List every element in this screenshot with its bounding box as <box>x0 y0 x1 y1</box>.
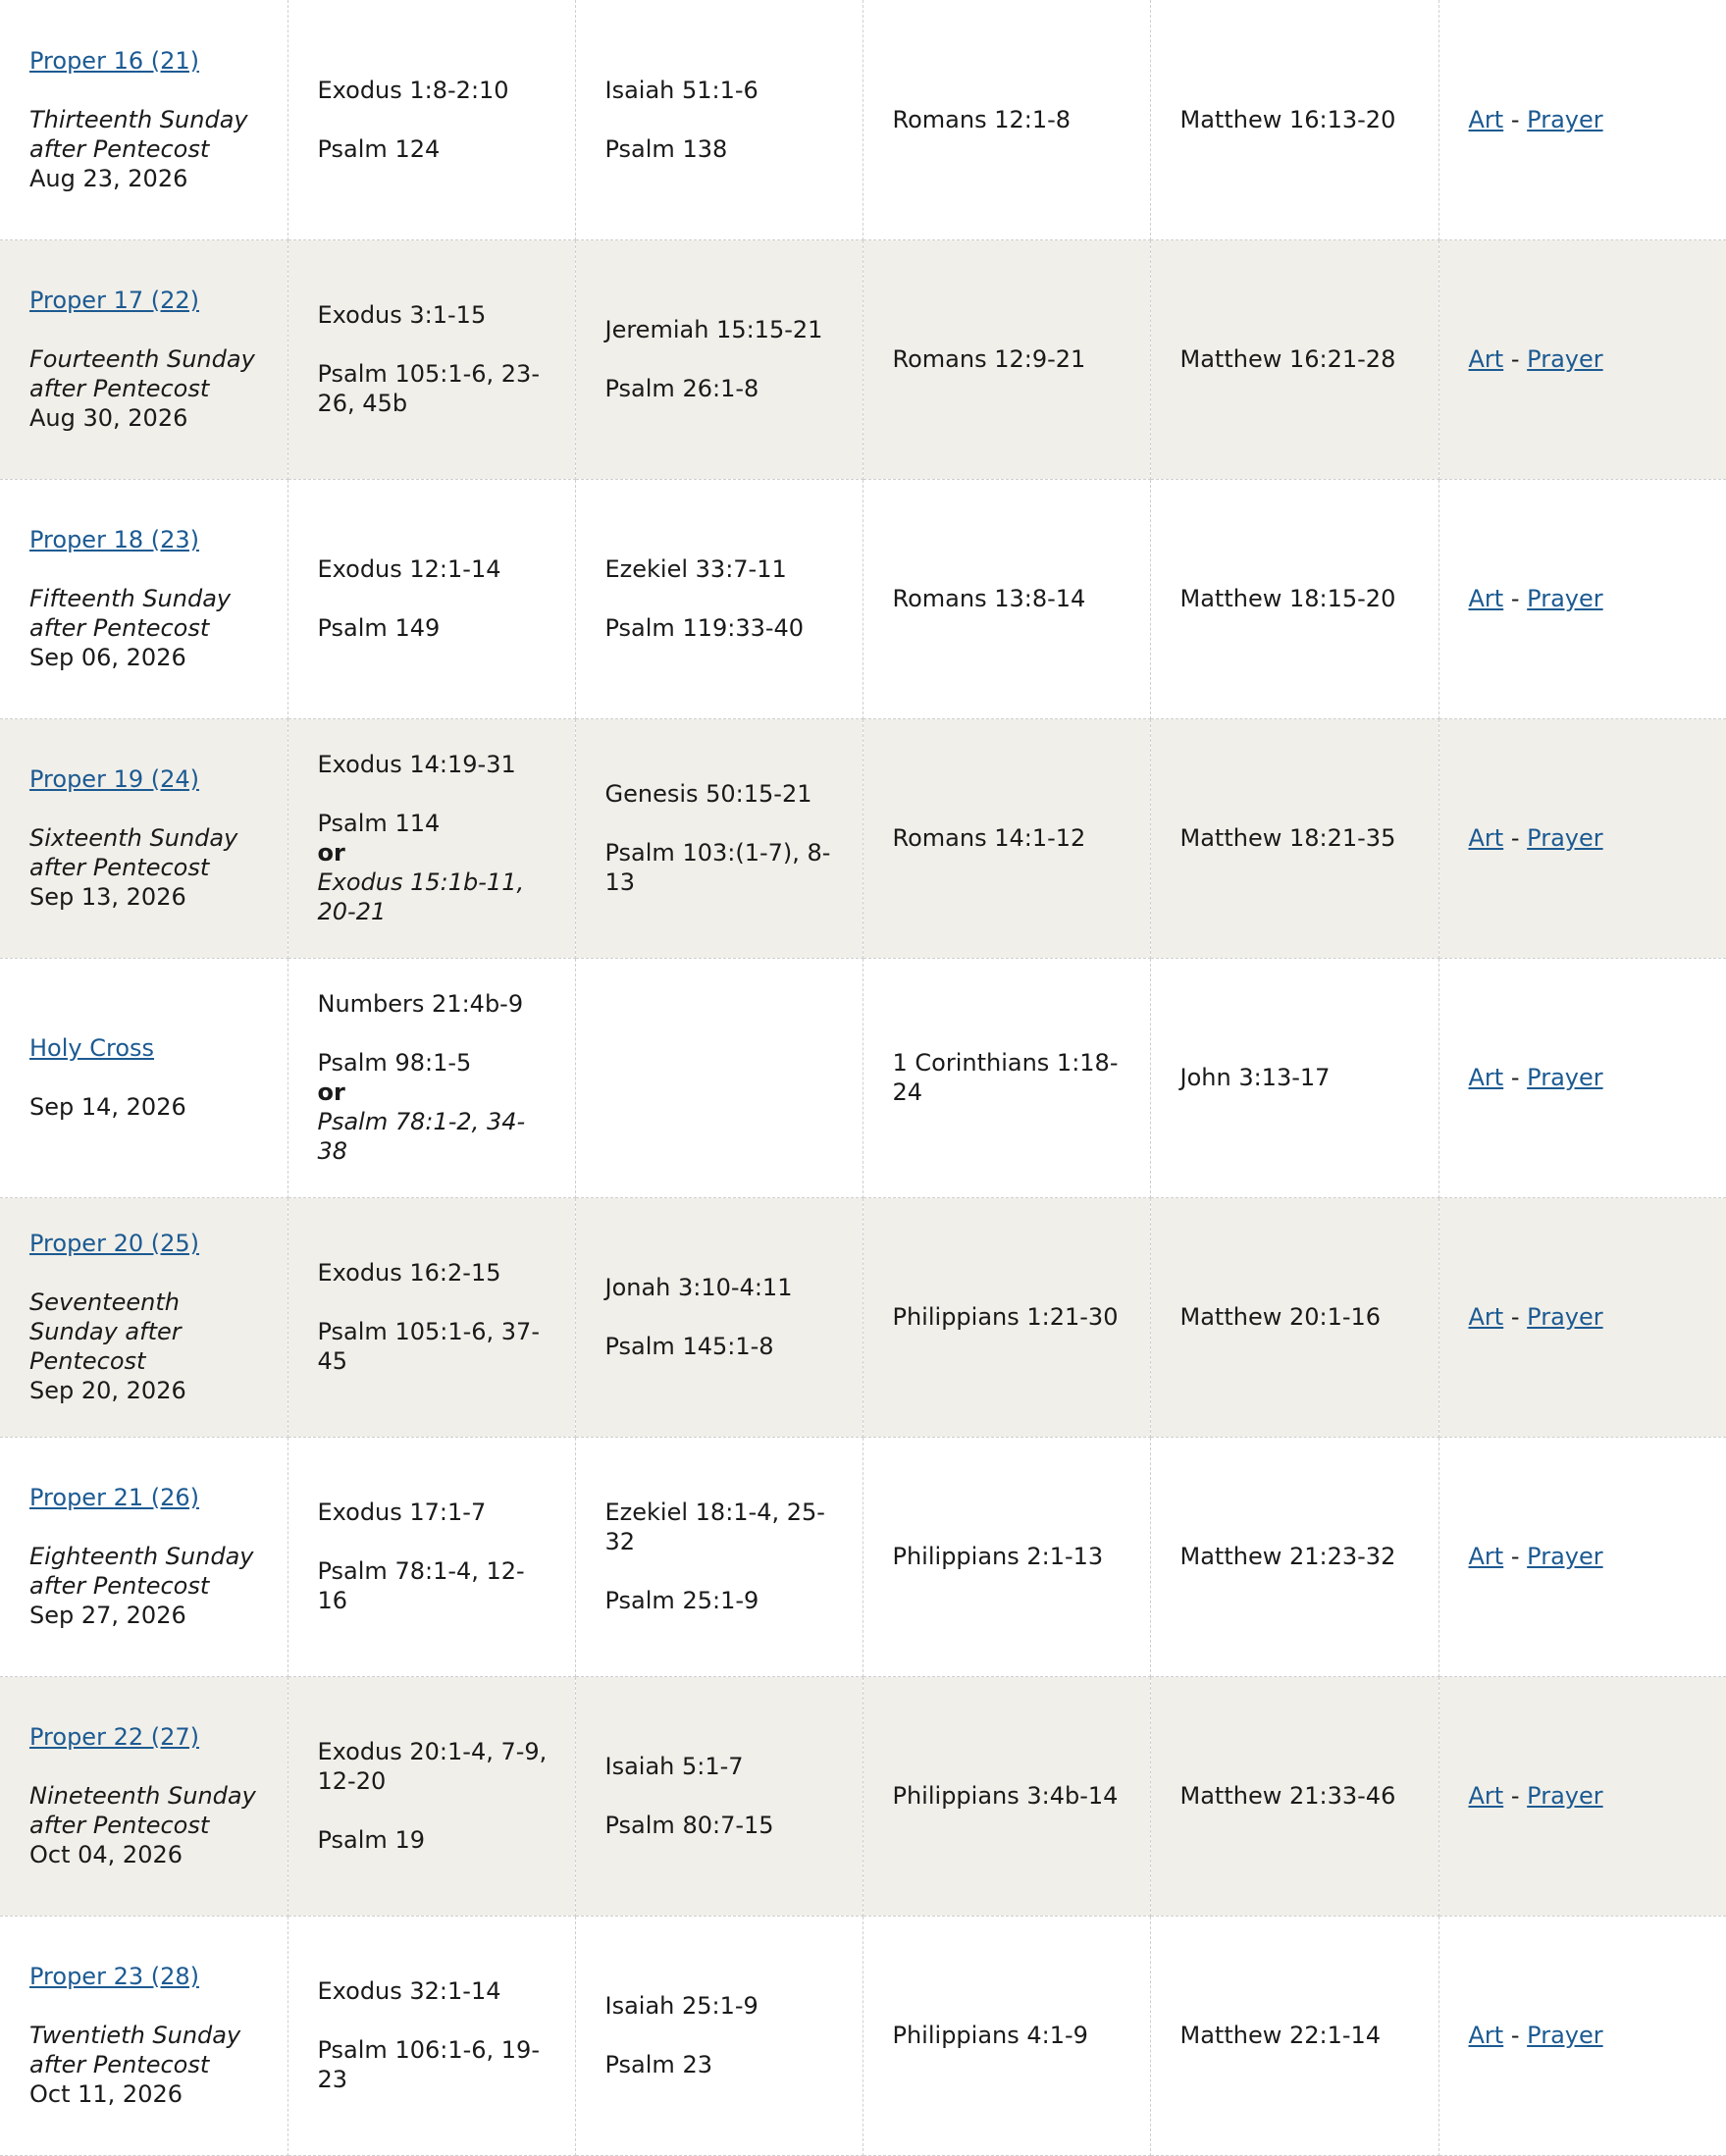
first-reading: Exodus 14:19-31 <box>317 751 516 778</box>
first-reading-cell <box>288 718 575 958</box>
first-reading: Exodus 12:1-14 <box>317 555 501 583</box>
or-label: or <box>317 839 345 867</box>
table-row <box>0 718 1726 958</box>
links-cell <box>1438 1916 1726 2155</box>
art-link[interactable]: Art <box>1468 1064 1504 1091</box>
day-link[interactable]: Proper 22 (27) <box>29 1723 200 1751</box>
alt-reading: Ezekiel 33:7-11 <box>604 555 787 583</box>
art-link[interactable]: Art <box>1468 345 1504 373</box>
epistle-cell <box>863 0 1150 239</box>
gospel-cell <box>1150 718 1438 958</box>
table-row <box>0 958 1726 1197</box>
resource-links <box>1469 585 1603 612</box>
alternate-psalm: Exodus 15:1b-11, 20-21 <box>317 868 525 925</box>
first-reading: Exodus 3:1-15 <box>317 301 487 329</box>
gospel-cell <box>1150 1676 1438 1916</box>
first-reading-cell <box>288 958 575 1197</box>
day-link[interactable]: Holy Cross <box>29 1034 155 1062</box>
alt-psalm: Psalm 103:(1-7), 8-13 <box>604 839 831 896</box>
day-cell <box>0 958 288 1197</box>
links-cell <box>1438 1197 1726 1437</box>
gospel-reading: Matthew 16:13-20 <box>1179 105 1396 133</box>
table-row <box>0 1437 1726 1676</box>
epistle-reading: 1 Corinthians 1:18-24 <box>892 1049 1119 1106</box>
alt-reading: Isaiah 25:1-9 <box>604 1992 758 2020</box>
alternate-psalm: Psalm 78:1-2, 34-38 <box>317 1108 526 1165</box>
epistle-cell <box>863 718 1150 958</box>
links-cell <box>1438 958 1726 1197</box>
alt-psalm: Psalm 26:1-8 <box>604 375 759 402</box>
link-separator: - <box>1510 1064 1520 1091</box>
alt-psalm: Psalm 80:7-15 <box>604 1812 774 1839</box>
first-reading: Exodus 32:1-14 <box>317 1977 501 2005</box>
gospel-reading: Matthew 22:1-14 <box>1179 2022 1382 2049</box>
prayer-link[interactable]: Prayer <box>1527 2022 1603 2049</box>
day-cell <box>0 1197 288 1437</box>
first-reading: Numbers 21:4b-9 <box>317 990 524 1018</box>
prayer-link[interactable]: Prayer <box>1527 1543 1603 1570</box>
link-separator: - <box>1510 585 1520 612</box>
epistle-reading: Philippians 2:1-13 <box>892 1543 1104 1570</box>
link-separator: - <box>1510 1543 1520 1570</box>
day-name: Thirteenth Sunday after Pentecost <box>29 105 248 163</box>
alt-reading: Ezekiel 18:1-4, 25-32 <box>604 1499 825 1555</box>
gospel-cell <box>1150 0 1438 239</box>
resource-links <box>1469 106 1603 133</box>
first-reading: Exodus 16:2-15 <box>317 1259 501 1287</box>
prayer-link[interactable]: Prayer <box>1527 105 1603 133</box>
alt-reading-cell <box>575 479 863 718</box>
links-cell <box>1438 479 1726 718</box>
day-link[interactable]: Proper 18 (23) <box>29 526 200 553</box>
first-reading-cell <box>288 239 575 479</box>
day-date: Aug 30, 2026 <box>29 404 188 432</box>
epistle-reading: Romans 14:1-12 <box>892 824 1086 852</box>
day-link[interactable]: Proper 21 (26) <box>29 1484 200 1511</box>
first-psalm: Psalm 114 <box>317 810 441 837</box>
alt-reading-cell <box>575 718 863 958</box>
alt-reading-cell <box>575 239 863 479</box>
links-cell <box>1438 718 1726 958</box>
day-name: Fifteenth Sunday after Pentecost <box>29 585 232 642</box>
table-row <box>0 479 1726 718</box>
epistle-reading: Philippians 1:21-30 <box>892 1303 1119 1331</box>
day-date: Sep 20, 2026 <box>29 1377 186 1404</box>
table-row <box>0 1676 1726 1916</box>
epistle-reading: Philippians 3:4b-14 <box>892 1782 1119 1810</box>
prayer-link[interactable]: Prayer <box>1527 824 1603 852</box>
gospel-reading: Matthew 21:23-32 <box>1179 1543 1396 1570</box>
day-name: Sixteenth Sunday after Pentecost <box>29 824 238 881</box>
first-psalm: Psalm 105:1-6, 37-45 <box>317 1318 540 1375</box>
alt-reading-cell <box>575 0 863 239</box>
gospel-cell <box>1150 1197 1438 1437</box>
prayer-link[interactable]: Prayer <box>1527 1303 1603 1331</box>
link-separator: - <box>1510 824 1520 852</box>
first-reading-cell <box>288 1676 575 1916</box>
alt-reading: Isaiah 51:1-6 <box>604 76 758 104</box>
day-name: Nineteenth Sunday after Pentecost <box>29 1782 256 1839</box>
link-separator: - <box>1510 105 1520 133</box>
day-date: Oct 11, 2026 <box>29 2080 183 2108</box>
epistle-reading: Romans 12:9-21 <box>892 345 1086 373</box>
day-cell <box>0 1437 288 1676</box>
epistle-cell <box>863 958 1150 1197</box>
gospel-cell <box>1150 1916 1438 2155</box>
day-name: Eighteenth Sunday after Pentecost <box>29 1543 254 1600</box>
art-link[interactable]: Art <box>1468 824 1504 852</box>
alt-reading: Genesis 50:15-21 <box>604 780 812 808</box>
day-link[interactable]: Proper 23 (28) <box>29 1963 200 1990</box>
resource-links <box>1469 1782 1603 1810</box>
gospel-reading: Matthew 21:33-46 <box>1179 1782 1396 1810</box>
alt-reading-cell <box>575 1437 863 1676</box>
alt-psalm: Psalm 25:1-9 <box>604 1587 759 1614</box>
day-date: Sep 06, 2026 <box>29 644 186 671</box>
first-reading: Exodus 1:8-2:10 <box>317 76 509 104</box>
epistle-cell <box>863 479 1150 718</box>
table-row <box>0 0 1726 239</box>
resource-links <box>1469 1303 1603 1331</box>
day-cell <box>0 239 288 479</box>
epistle-reading: Philippians 4:1-9 <box>892 2022 1088 2049</box>
gospel-reading: John 3:13-17 <box>1179 1064 1331 1091</box>
day-name: Fourteenth Sunday after Pentecost <box>29 345 255 402</box>
alt-psalm: Psalm 138 <box>604 134 728 163</box>
first-psalm: Psalm 124 <box>317 134 441 163</box>
art-link[interactable]: Art <box>1468 585 1504 612</box>
day-cell <box>0 479 288 718</box>
resource-links <box>1469 1064 1603 1091</box>
resource-links <box>1469 2022 1603 2049</box>
gospel-reading: Matthew 16:21-28 <box>1179 345 1396 373</box>
first-psalm: Psalm 19 <box>317 1826 425 1854</box>
link-separator: - <box>1510 1782 1520 1810</box>
day-name: Seventeenth Sunday after Pentecost <box>29 1288 182 1375</box>
epistle-cell <box>863 239 1150 479</box>
first-reading-cell <box>288 479 575 718</box>
links-cell <box>1438 1437 1726 1676</box>
alt-psalm: Psalm 145:1-8 <box>604 1333 774 1360</box>
day-cell <box>0 1916 288 2155</box>
epistle-cell <box>863 1916 1150 2155</box>
day-date: Sep 27, 2026 <box>29 1602 186 1629</box>
first-psalm: Psalm 98:1-5 <box>317 1049 472 1077</box>
epistle-cell <box>863 1676 1150 1916</box>
alt-reading-cell <box>575 1676 863 1916</box>
art-link[interactable]: Art <box>1468 1303 1504 1331</box>
alt-reading-cell <box>575 1197 863 1437</box>
day-date: Sep 13, 2026 <box>29 883 186 911</box>
links-cell <box>1438 1676 1726 1916</box>
or-label: or <box>317 1078 345 1106</box>
art-link[interactable]: Art <box>1468 1782 1504 1810</box>
first-reading-cell <box>288 1916 575 2155</box>
epistle-reading: Romans 13:8-14 <box>892 585 1086 612</box>
links-cell <box>1438 239 1726 479</box>
first-psalm: Psalm 149 <box>317 614 441 642</box>
gospel-reading: Matthew 18:15-20 <box>1179 585 1396 612</box>
gospel-reading: Matthew 18:21-35 <box>1179 824 1396 852</box>
day-link[interactable]: Proper 16 (21) <box>29 46 200 75</box>
first-reading: Exodus 17:1-7 <box>317 1499 487 1526</box>
link-separator: - <box>1510 2022 1520 2049</box>
gospel-cell <box>1150 239 1438 479</box>
first-reading-cell <box>288 0 575 239</box>
gospel-reading: Matthew 20:1-16 <box>1179 1303 1382 1331</box>
alt-reading-cell <box>575 958 863 1197</box>
first-reading: Exodus 20:1-4, 7-9, 12-20 <box>317 1738 548 1795</box>
epistle-reading: Romans 12:1-8 <box>892 105 1072 133</box>
art-link[interactable]: Art <box>1468 1543 1504 1570</box>
day-link[interactable]: Proper 17 (22) <box>29 287 200 314</box>
resource-links <box>1469 345 1603 373</box>
art-link[interactable]: Art <box>1468 105 1504 133</box>
gospel-cell <box>1150 958 1438 1197</box>
day-name: Twentieth Sunday after Pentecost <box>29 2022 241 2078</box>
day-cell <box>0 718 288 958</box>
art-link[interactable]: Art <box>1468 2022 1504 2049</box>
epistle-cell <box>863 1437 1150 1676</box>
first-psalm: Psalm 78:1-4, 12-16 <box>317 1557 525 1614</box>
epistle-cell <box>863 1197 1150 1437</box>
table-row <box>0 1916 1726 2155</box>
resource-links <box>1469 824 1603 852</box>
prayer-link[interactable]: Prayer <box>1527 1782 1603 1810</box>
alt-reading: Jonah 3:10-4:11 <box>604 1274 793 1301</box>
first-psalm: Psalm 106:1-6, 19-23 <box>317 2036 540 2093</box>
table-row <box>0 1197 1726 1437</box>
day-link[interactable]: Proper 19 (24) <box>29 765 200 793</box>
link-separator: - <box>1510 345 1520 373</box>
gospel-cell <box>1150 1437 1438 1676</box>
prayer-link[interactable]: Prayer <box>1527 1064 1603 1091</box>
day-date: Oct 04, 2026 <box>29 1841 183 1868</box>
links-cell <box>1438 0 1726 239</box>
first-reading-cell <box>288 1197 575 1437</box>
alt-reading: Isaiah 5:1-7 <box>604 1753 744 1780</box>
day-cell <box>0 0 288 239</box>
day-cell <box>0 1676 288 1916</box>
first-psalm: Psalm 105:1-6, 23-26, 45b <box>317 360 540 417</box>
day-date: Sep 14, 2026 <box>29 1093 186 1121</box>
first-reading-cell <box>288 1437 575 1676</box>
gospel-cell <box>1150 479 1438 718</box>
table-row <box>0 239 1726 479</box>
prayer-link[interactable]: Prayer <box>1527 345 1603 373</box>
day-link[interactable]: Proper 20 (25) <box>29 1230 200 1257</box>
resource-links <box>1469 1543 1603 1570</box>
prayer-link[interactable]: Prayer <box>1527 585 1603 612</box>
link-separator: - <box>1510 1303 1520 1331</box>
alt-psalm: Psalm 119:33-40 <box>604 614 805 642</box>
day-date: Aug 23, 2026 <box>29 164 188 192</box>
alt-psalm: Psalm 23 <box>604 2051 712 2078</box>
alt-reading: Jeremiah 15:15-21 <box>604 316 823 343</box>
alt-reading-cell <box>575 1916 863 2155</box>
